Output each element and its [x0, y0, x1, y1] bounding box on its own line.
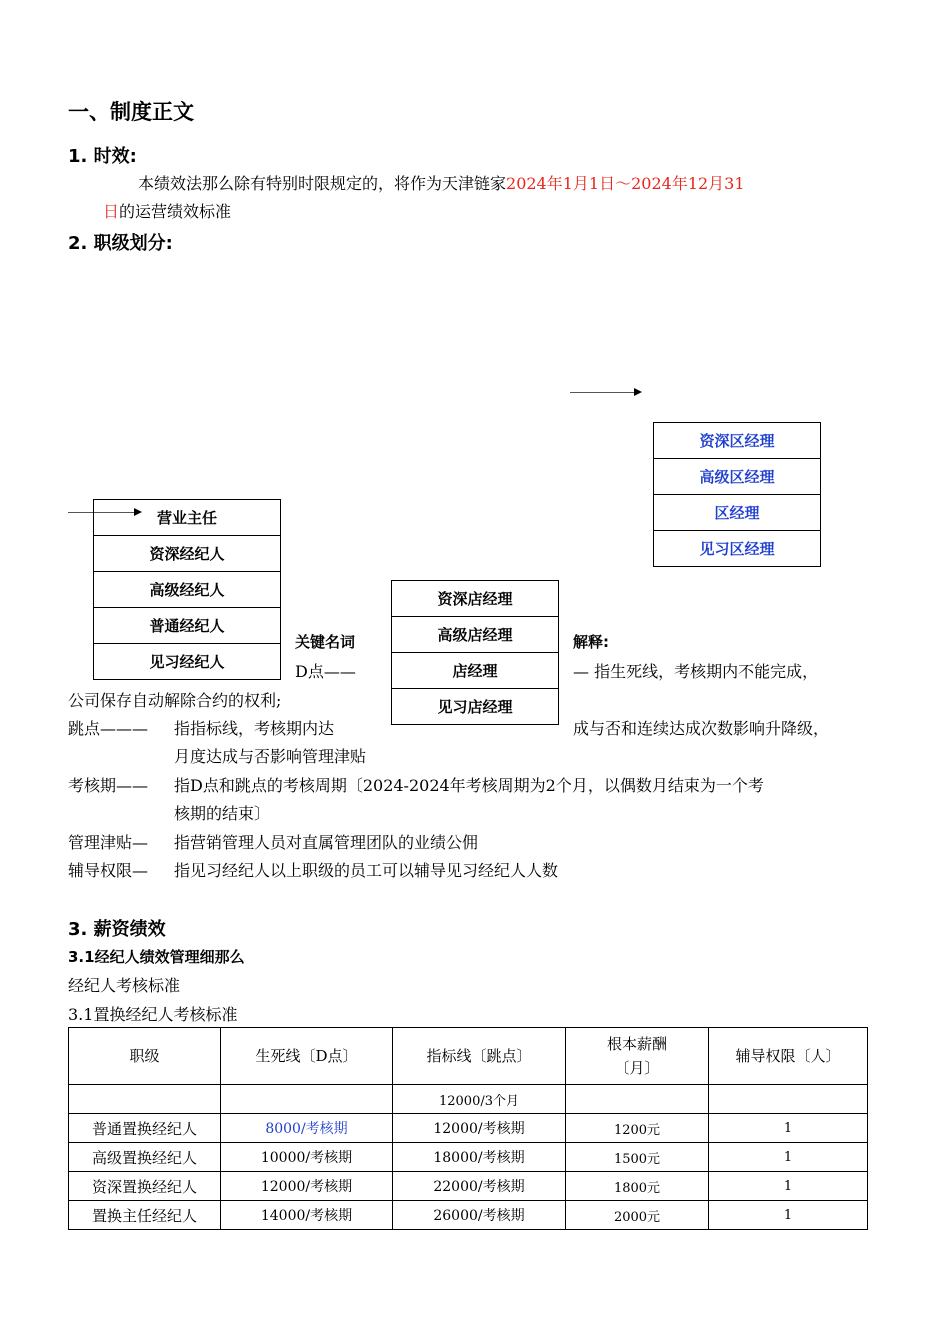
validity-line-1 [138, 171, 745, 194]
replace-label: 3.1置换经纪人考核标准 [68, 1005, 238, 1024]
arrow-line [570, 392, 634, 393]
table-header: 根本薪酬〔月〕 [566, 1028, 709, 1085]
table-row [69, 1085, 868, 1114]
table-cell [69, 1085, 221, 1114]
table-cell [221, 1085, 393, 1114]
coach-term: 辅导权限— [68, 861, 149, 880]
table-cell: 1200元 [566, 1114, 709, 1143]
ranks-heading: 2. 职级划分: [68, 233, 173, 254]
period-desc: 指D点和跳点的考核周期〔2024-2024年考核周期为2个月，以偶数月结束为一个考 [174, 776, 764, 795]
validity-line-2 [103, 199, 231, 222]
table-cell: 1 [709, 1114, 868, 1143]
table-row [69, 1172, 868, 1201]
table-cell: 18000/考核期 [393, 1143, 566, 1172]
d-point-cont: 公司保存自动解除合约的权利; [68, 691, 282, 710]
table-cell: 普通置换经纪人 [69, 1114, 221, 1143]
store-rank-box [391, 580, 559, 725]
validity-suffix: 的运营绩效标准 [119, 202, 232, 221]
arrow-right-icon [634, 388, 642, 396]
district-rank: 区经理 [654, 495, 820, 531]
period-cont: 核期的结束〕 [174, 804, 271, 823]
table-cell: 22000/考核期 [393, 1172, 566, 1201]
table-cell: 1 [709, 1143, 868, 1172]
table-cell: 12000/考核期 [221, 1172, 393, 1201]
table-header-row [69, 1028, 868, 1085]
agent-rank: 高级经纪人 [94, 572, 280, 608]
d-point-desc: — 指生死线，考核期内不能完成， [573, 662, 819, 681]
agent-rank: 普通经纪人 [94, 608, 280, 644]
store-rank: 见习店经理 [392, 689, 558, 725]
store-rank: 资深店经理 [392, 581, 558, 617]
district-rank: 高级区经理 [654, 459, 820, 495]
validity-heading: 1. 时效: [68, 146, 137, 167]
salary-heading: 3. 薪资绩效 [68, 919, 166, 940]
table-header: 指标线〔跳点〕 [393, 1028, 566, 1085]
standard-label: 经纪人考核标准 [68, 976, 181, 995]
table-header: 辅导权限〔人〕 [709, 1028, 868, 1085]
table-row [69, 1114, 868, 1143]
allowance-desc: 指营销管理人员对直属管理团队的业绩公佣 [174, 833, 479, 852]
d-point-term: D点—— [295, 662, 356, 681]
validity-date-end: 日 [103, 202, 120, 221]
jump-term: 跳点——— [68, 719, 149, 738]
table-cell: 高级置换经纪人 [69, 1143, 221, 1172]
table-cell: 12000/考核期 [393, 1114, 566, 1143]
table-header: 生死线〔D点〕 [221, 1028, 393, 1085]
agent-rank-box [93, 499, 281, 680]
keywords-title: 关键名词 [295, 633, 356, 651]
table-cell: 1500元 [566, 1143, 709, 1172]
coach-desc: 指见习经纪人以上职级的员工可以辅导见习经纪人人数 [174, 861, 559, 880]
agent-rank: 资深经纪人 [94, 536, 280, 572]
district-rank-box [653, 422, 821, 567]
table-cell [709, 1085, 868, 1114]
table-cell: 置换主任经纪人 [69, 1201, 221, 1230]
table-cell: 1 [709, 1172, 868, 1201]
table-cell: 2000元 [566, 1201, 709, 1230]
period-term: 考核期—— [68, 776, 149, 795]
table-cell: 14000/考核期 [221, 1201, 393, 1230]
salary-table [68, 1027, 868, 1230]
agent-rank: 见习经纪人 [94, 644, 280, 680]
validity-text: 本绩效法那么除有特别时限规定的，将作为天津链家 [138, 174, 507, 193]
jump-desc-b: 成与否和连续达成次数影响升降级， [573, 719, 830, 738]
jump-desc-a: 指指标线，考核期内达 [174, 719, 335, 738]
table-cell: 12000/3个月 [393, 1085, 566, 1114]
table-cell: 26000/考核期 [393, 1201, 566, 1230]
table-cell: 1800元 [566, 1172, 709, 1201]
jump-cont: 月度达成与否影响管理津贴 [174, 747, 367, 766]
salary-sub-heading: 3.1经纪人绩效管理细那么 [68, 948, 245, 966]
table-cell: 资深置换经纪人 [69, 1172, 221, 1201]
table-header: 职级 [69, 1028, 221, 1085]
table-row [69, 1201, 868, 1230]
district-rank: 资深区经理 [654, 423, 820, 459]
keywords-explain-title: 解释: [573, 633, 609, 651]
store-rank: 高级店经理 [392, 617, 558, 653]
allowance-term: 管理津贴— [68, 833, 149, 852]
district-rank: 见习区经理 [654, 531, 820, 567]
table-cell: 8000/考核期 [221, 1114, 393, 1143]
table-cell [566, 1085, 709, 1114]
table-cell: 10000/考核期 [221, 1143, 393, 1172]
validity-date: 2024年1月1日～2024年12月31 [506, 174, 745, 193]
table-row [69, 1143, 868, 1172]
store-rank: 店经理 [392, 653, 558, 689]
table-cell: 1 [709, 1201, 868, 1230]
section-heading: 一、制度正文 [68, 100, 194, 124]
agent-rank: 营业主任 [94, 500, 280, 536]
